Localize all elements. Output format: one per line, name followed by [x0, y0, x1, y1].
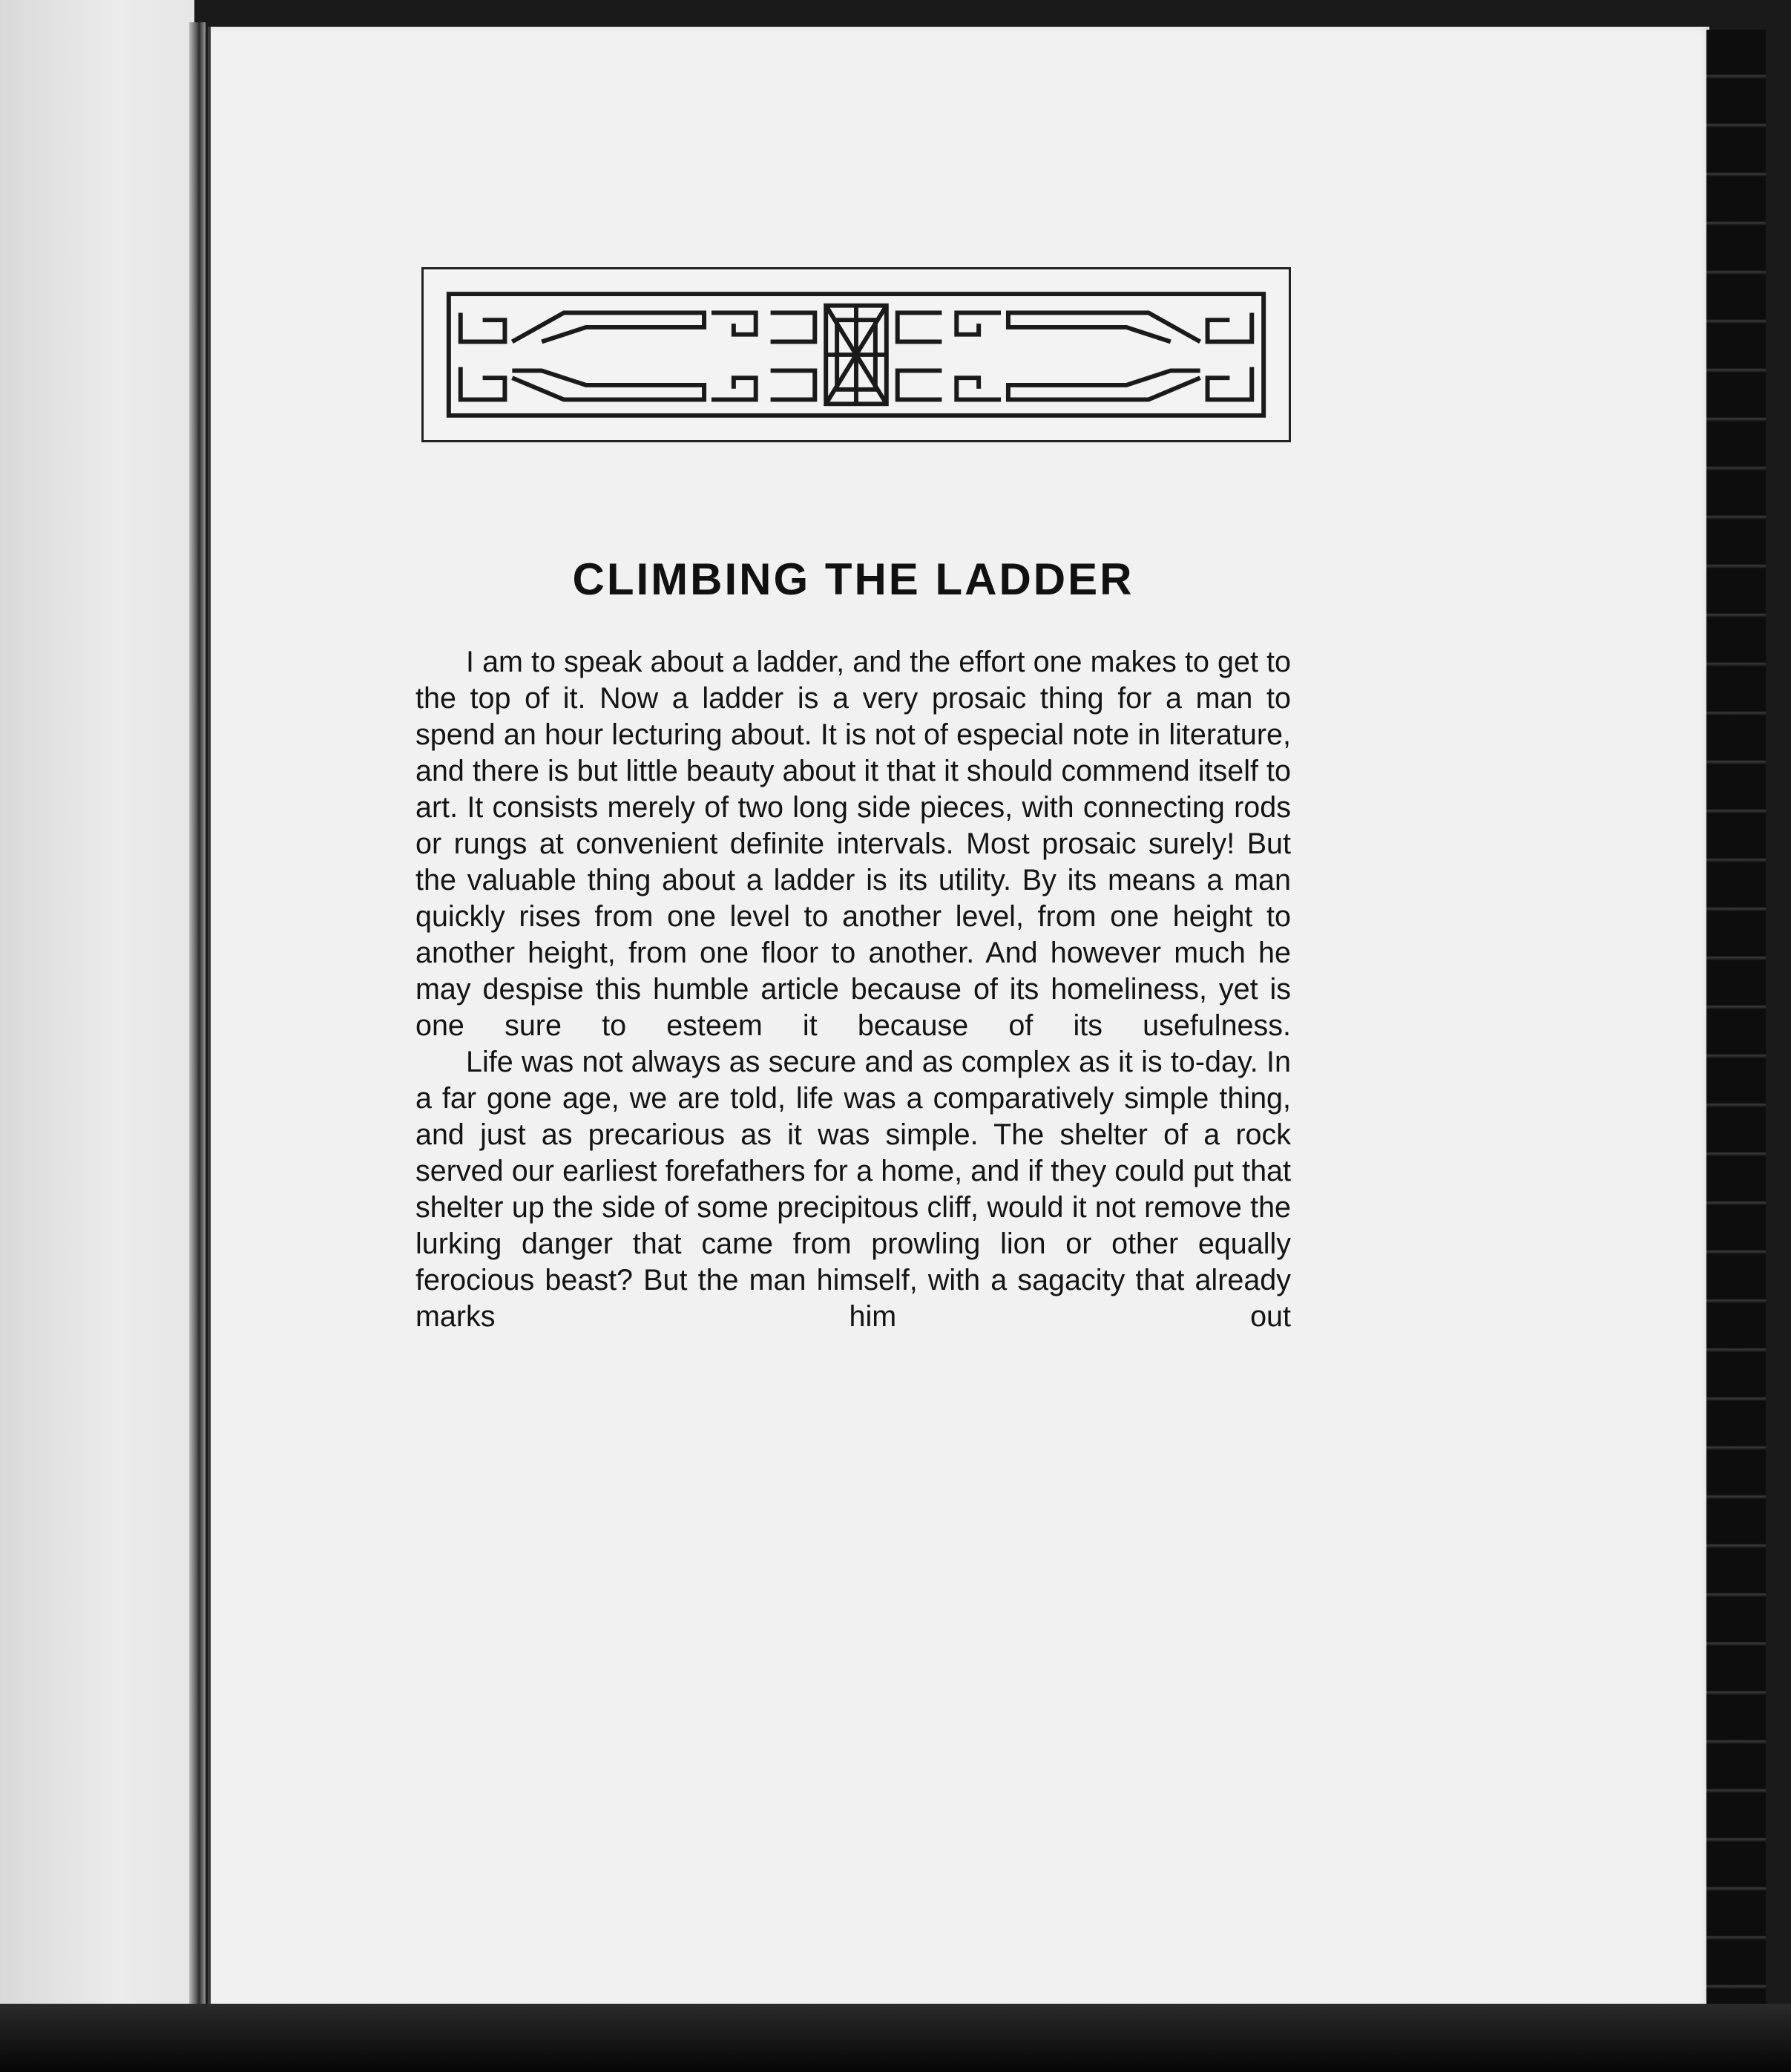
chapter-title: CLIMBING THE LADDER — [572, 554, 1134, 604]
greek-key-fret-ornament-icon — [421, 267, 1291, 442]
body-text — [415, 644, 1291, 1335]
left-facing-page — [0, 0, 194, 2033]
page-edge-shadow — [1706, 30, 1766, 2004]
paragraph: I am to speak about a ladder, and the effort one makes to get to the top of it. Now a ladder is a very prosaic thing for a man to spend an hour lecturing about. It is not of especial note in literature, and there is but little beauty about it that it should commend itself to art. It consists merely of two long side pieces, with connecting rods or rungs at convenient definite intervals. Most prosaic surely! But the valuable thing about a ladder is its utility. By its means a man quickly rises from one level to another level, from one height to another height, from one floor to another. And however much he may despise this humble article because of its homeliness, yet is one sure to esteem it because of its usefulness. — [415, 646, 1291, 1042]
paragraph: Life was not always as secure and as complex as it is to-day. In a far gone age, we are told, life was a comparatively simple thing, and just as precarious as it was simple. The shelter of a rock served our earliest forefathers for a home, and if they could put that shelter up the side of some precipitous cliff, would it not remove the lurking danger that came from prowling lion or other equally ferocious beast? But the man himself, with a sagacity that already marks him out — [415, 1046, 1291, 1333]
book-gutter — [189, 22, 206, 2019]
bottom-shadow — [0, 2004, 1791, 2072]
